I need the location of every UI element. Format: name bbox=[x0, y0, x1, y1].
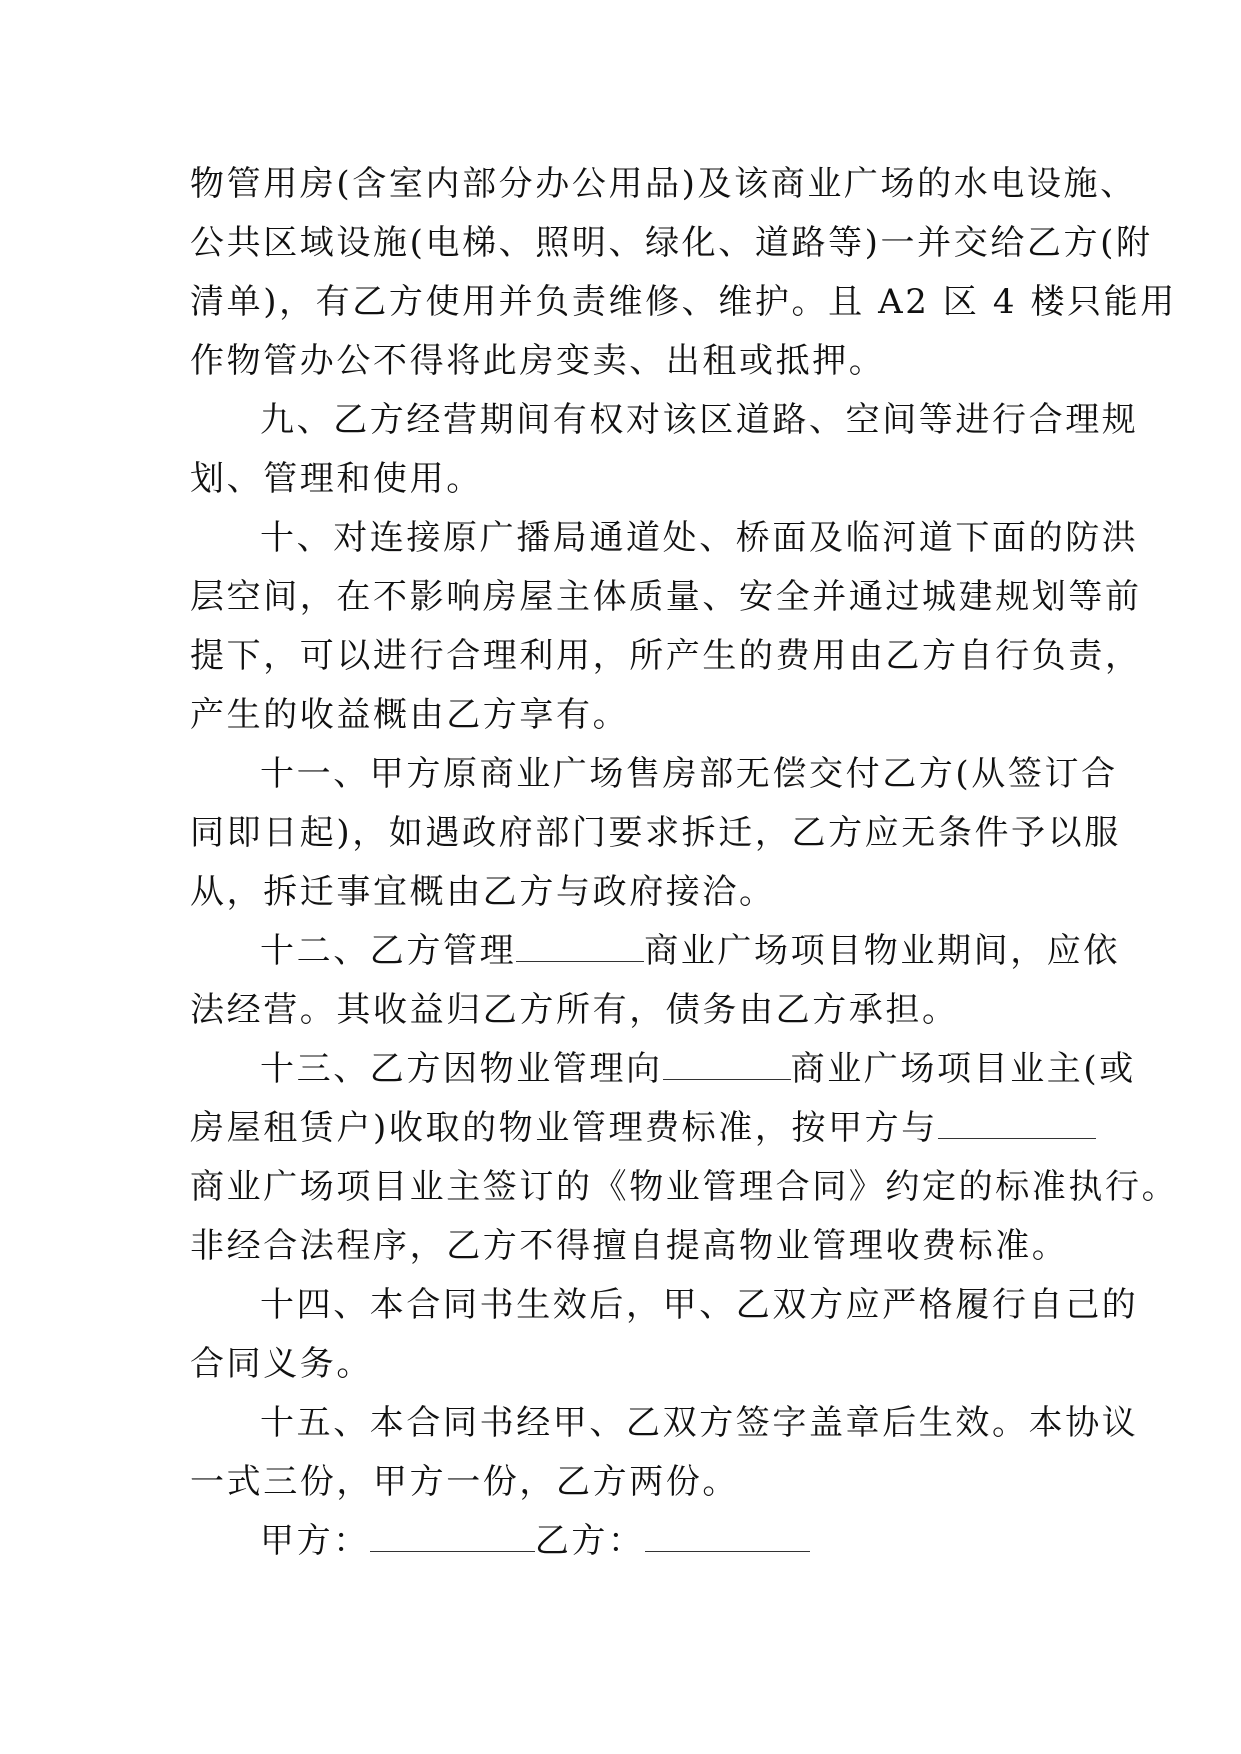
clause-11-line: 同即日起)，如遇政府部门要求拆迁，乙方应无条件予以服 bbox=[190, 813, 1121, 853]
party-a-signature-field[interactable] bbox=[370, 1523, 535, 1552]
clause-14-line: 合同义务。 bbox=[190, 1344, 373, 1384]
blank-field bbox=[938, 1110, 1096, 1139]
clause-9-line: 九、乙方经营期间有权对该区道路、空间等进行合理规 bbox=[260, 400, 1139, 440]
blank-field bbox=[516, 933, 644, 962]
clause-12-text: 十二、乙方管理 bbox=[260, 931, 517, 971]
paragraph-line: 物管用房(含室内部分办公用品)及该商业广场的水电设施、 bbox=[190, 164, 1137, 204]
paragraph-line: 清单)，有乙方使用并负责维修、维护。且 A2 区 4 楼只能用 bbox=[190, 282, 1177, 322]
clause-13-line bbox=[190, 1040, 1136, 1099]
paragraph-line: 公共区域设施(电梯、照明、绿化、道路等)一并交给乙方(附 bbox=[190, 223, 1153, 263]
clause-13-line bbox=[190, 1099, 1060, 1158]
clause-15-line: 一式三份，甲方一份，乙方两份。 bbox=[190, 1462, 739, 1502]
clause-15-line: 十五、本合同书经甲、乙双方签字盖章后生效。本协议 bbox=[260, 1403, 1139, 1443]
clause-13-line: 非经合法程序，乙方不得擅自提高物业管理收费标准。 bbox=[190, 1226, 1069, 1266]
clause-13-text: 房屋租赁户)收取的物业管理费标准，按甲方与 bbox=[190, 1108, 938, 1148]
party-b-signature-field[interactable] bbox=[645, 1523, 810, 1552]
clause-13-text: 商业广场项目业主(或 bbox=[790, 1049, 1136, 1089]
party-b-label: 乙方： bbox=[534, 1521, 645, 1561]
clause-10-line: 产生的收益概由乙方享有。 bbox=[190, 695, 630, 735]
clause-13-text: 十三、乙方因物业管理向 bbox=[260, 1049, 663, 1089]
signature-line bbox=[190, 1512, 1060, 1571]
clause-12-line: 法经营。其收益归乙方所有，债务由乙方承担。 bbox=[190, 990, 959, 1030]
clause-11-line: 从，拆迁事宜概由乙方与政府接洽。 bbox=[190, 872, 776, 912]
contract-body bbox=[190, 155, 1179, 1571]
clause-14-line: 十四、本合同书生效后，甲、乙双方应严格履行自己的 bbox=[260, 1285, 1139, 1325]
paragraph-line: 作物管办公不得将此房变卖、出租或抵押。 bbox=[190, 341, 886, 381]
clause-10-line: 提下，可以进行合理利用，所产生的费用由乙方自行负责， bbox=[190, 636, 1142, 676]
clause-9-line: 划、管理和使用。 bbox=[190, 459, 483, 499]
clause-12-text: 商业广场项目物业期间，应依 bbox=[644, 931, 1121, 971]
party-a-label: 甲方： bbox=[260, 1521, 370, 1561]
clause-10-line: 十、对连接原广播局通道处、桥面及临河道下面的防洪 bbox=[260, 518, 1139, 558]
clause-13-line: 商业广场项目业主签订的《物业管理合同》约定的标准执行。 bbox=[190, 1167, 1179, 1207]
clause-11-line: 十一、甲方原商业广场售房部无偿交付乙方(从签订合 bbox=[260, 754, 1118, 794]
clause-10-line: 层空间，在不影响房屋主体质量、安全并通过城建规划等前 bbox=[190, 577, 1142, 617]
clause-12-line bbox=[190, 922, 1121, 981]
blank-field bbox=[663, 1051, 791, 1080]
